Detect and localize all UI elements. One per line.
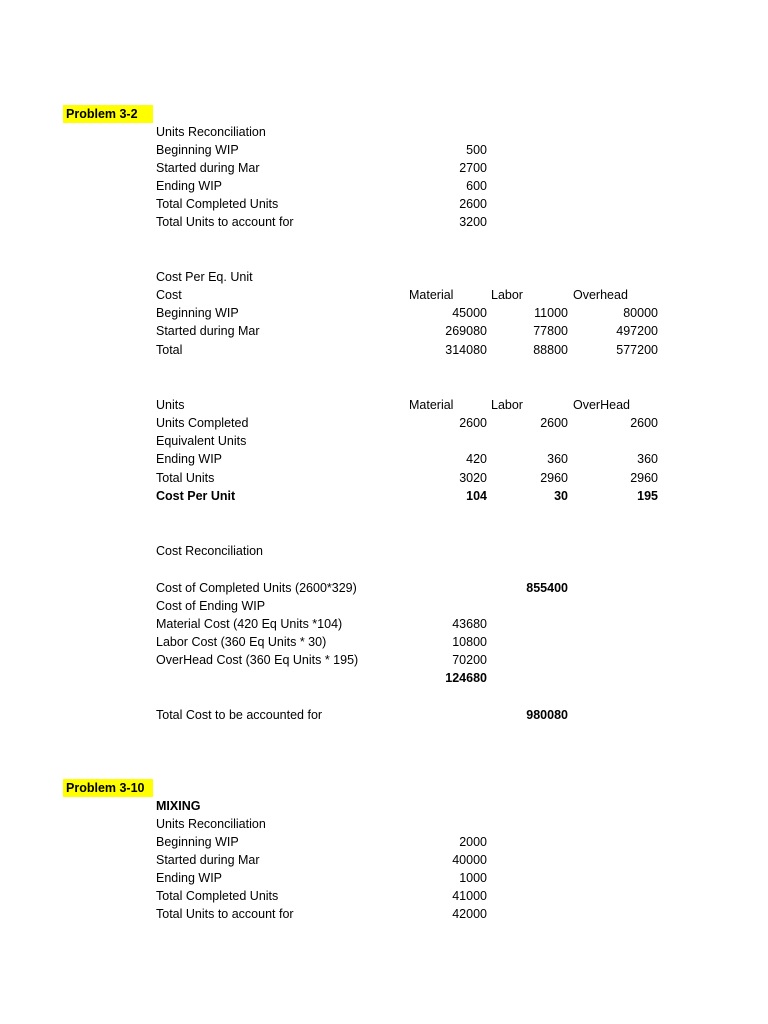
ending-wip-row bbox=[0, 450, 768, 468]
cost-row bbox=[0, 341, 768, 359]
cost-row bbox=[0, 304, 768, 322]
units-label: Beginning WIP bbox=[156, 143, 239, 157]
material-header: Material bbox=[409, 288, 454, 302]
ending-cost-value: 10800 bbox=[452, 635, 487, 649]
cost-header-row bbox=[0, 286, 768, 304]
labor-value: 30 bbox=[554, 489, 568, 503]
ending-cost-value: 43680 bbox=[452, 617, 487, 631]
units-row bbox=[0, 177, 768, 195]
cost-reconciliation-title: Cost Reconciliation bbox=[156, 544, 263, 558]
cost-per-unit-row bbox=[0, 487, 768, 505]
material-value: 269080 bbox=[445, 324, 487, 338]
units-value: 2000 bbox=[459, 835, 487, 849]
mixing-row bbox=[0, 797, 768, 815]
ending-cost-label: Material Cost (420 Eq Units *104) bbox=[156, 617, 343, 631]
completed-cost-row bbox=[0, 579, 768, 597]
units-label: Started during Mar bbox=[156, 161, 260, 175]
cost-row-label: Beginning WIP bbox=[156, 306, 239, 320]
problem-3-2-tag: Problem 3-2 bbox=[63, 105, 153, 123]
labor-value: 360 bbox=[547, 452, 568, 466]
overhead-value: 80000 bbox=[623, 306, 658, 320]
equivalent-units-label: Equivalent Units bbox=[156, 434, 247, 448]
units-label: Ending WIP bbox=[156, 179, 223, 193]
ending-total-value: 124680 bbox=[445, 671, 487, 685]
overhead-header: OverHead bbox=[573, 398, 630, 412]
total-cost-row bbox=[0, 706, 768, 724]
units-value: 500 bbox=[466, 143, 487, 157]
cost-row-label: Started during Mar bbox=[156, 324, 260, 338]
labor-value: 2600 bbox=[540, 416, 568, 430]
total-units-row bbox=[0, 469, 768, 487]
labor-value: 2960 bbox=[540, 471, 568, 485]
units-reconciliation-title: Units Reconciliation bbox=[156, 125, 266, 139]
units-value: 2700 bbox=[459, 161, 487, 175]
ending-cost-label: Labor Cost (360 Eq Units * 30) bbox=[156, 635, 327, 649]
units-value: 41000 bbox=[452, 889, 487, 903]
ending-wip-label: Ending WIP bbox=[156, 452, 223, 466]
ending-cost-row bbox=[0, 651, 768, 669]
material-value: 420 bbox=[466, 452, 487, 466]
units-header-row bbox=[0, 396, 768, 414]
units-value: 1000 bbox=[459, 871, 487, 885]
units-row bbox=[0, 833, 768, 851]
cost-reconciliation-title-row bbox=[0, 542, 768, 560]
units-label: Beginning WIP bbox=[156, 835, 239, 849]
units-reconciliation-title-row bbox=[0, 123, 768, 141]
units-completed-row bbox=[0, 414, 768, 432]
cost-header-label: Cost bbox=[156, 288, 182, 302]
ending-cost-row bbox=[0, 615, 768, 633]
problem-3-10-tag: Problem 3-10 bbox=[63, 779, 153, 797]
units-row bbox=[0, 195, 768, 213]
units-label: Total Units to account for bbox=[156, 907, 294, 921]
material-value: 314080 bbox=[445, 343, 487, 357]
units-value: 42000 bbox=[452, 907, 487, 921]
overhead-header: Overhead bbox=[573, 288, 628, 302]
cost-row bbox=[0, 322, 768, 340]
units-header-label: Units bbox=[156, 398, 185, 412]
units-row bbox=[0, 851, 768, 869]
units-row bbox=[0, 869, 768, 887]
units-value: 600 bbox=[466, 179, 487, 193]
units-row bbox=[0, 213, 768, 231]
units-value: 2600 bbox=[459, 197, 487, 211]
cost-per-eq-unit-title-row bbox=[0, 268, 768, 286]
equivalent-units-row bbox=[0, 432, 768, 450]
labor-value: 88800 bbox=[533, 343, 568, 357]
labor-header: Labor bbox=[491, 398, 523, 412]
units-label: Started during Mar bbox=[156, 853, 260, 867]
problem-3-2-row bbox=[0, 105, 768, 123]
completed-cost-value: 855400 bbox=[526, 581, 568, 595]
overhead-value: 2960 bbox=[630, 471, 658, 485]
completed-cost-label: Cost of Completed Units (2600*329) bbox=[156, 581, 357, 595]
labor-value: 11000 bbox=[534, 306, 568, 320]
cost-per-unit-label: Cost Per Unit bbox=[156, 489, 236, 503]
overhead-value: 577200 bbox=[616, 343, 658, 357]
material-value: 45000 bbox=[452, 306, 487, 320]
total-cost-value: 980080 bbox=[526, 708, 568, 722]
units-row bbox=[0, 141, 768, 159]
material-header: Material bbox=[409, 398, 454, 412]
overhead-value: 497200 bbox=[616, 324, 658, 338]
units-reconciliation-title-row bbox=[0, 815, 768, 833]
problem-3-10-row bbox=[0, 779, 768, 797]
mixing-dept-label: MIXING bbox=[156, 799, 201, 813]
units-value: 3200 bbox=[459, 215, 487, 229]
units-label: Ending WIP bbox=[156, 871, 223, 885]
units-completed-label: Units Completed bbox=[156, 416, 249, 430]
labor-value: 77800 bbox=[533, 324, 568, 338]
units-row bbox=[0, 159, 768, 177]
units-label: Total Completed Units bbox=[156, 197, 279, 211]
ending-cost-value: 70200 bbox=[452, 653, 487, 667]
total-cost-label: Total Cost to be accounted for bbox=[156, 708, 323, 722]
overhead-value: 195 bbox=[637, 489, 658, 503]
units-label: Total Units to account for bbox=[156, 215, 294, 229]
material-value: 3020 bbox=[459, 471, 487, 485]
ending-total-row bbox=[0, 669, 768, 687]
units-reconciliation-title: Units Reconciliation bbox=[156, 817, 266, 831]
cost-row-label: Total bbox=[156, 343, 183, 357]
units-value: 40000 bbox=[452, 853, 487, 867]
overhead-value: 360 bbox=[637, 452, 658, 466]
units-label: Total Completed Units bbox=[156, 889, 279, 903]
ending-wip-cost-title: Cost of Ending WIP bbox=[156, 599, 266, 613]
material-value: 2600 bbox=[459, 416, 487, 430]
overhead-value: 2600 bbox=[630, 416, 658, 430]
cost-per-eq-unit-title: Cost Per Eq. Unit bbox=[156, 270, 253, 284]
ending-wip-cost-title-row bbox=[0, 597, 768, 615]
total-units-label: Total Units bbox=[156, 471, 215, 485]
units-row bbox=[0, 887, 768, 905]
ending-cost-label: OverHead Cost (360 Eq Units * 195) bbox=[156, 653, 359, 667]
units-row bbox=[0, 905, 768, 923]
ending-cost-row bbox=[0, 633, 768, 651]
material-value: 104 bbox=[466, 489, 487, 503]
labor-header: Labor bbox=[491, 288, 523, 302]
